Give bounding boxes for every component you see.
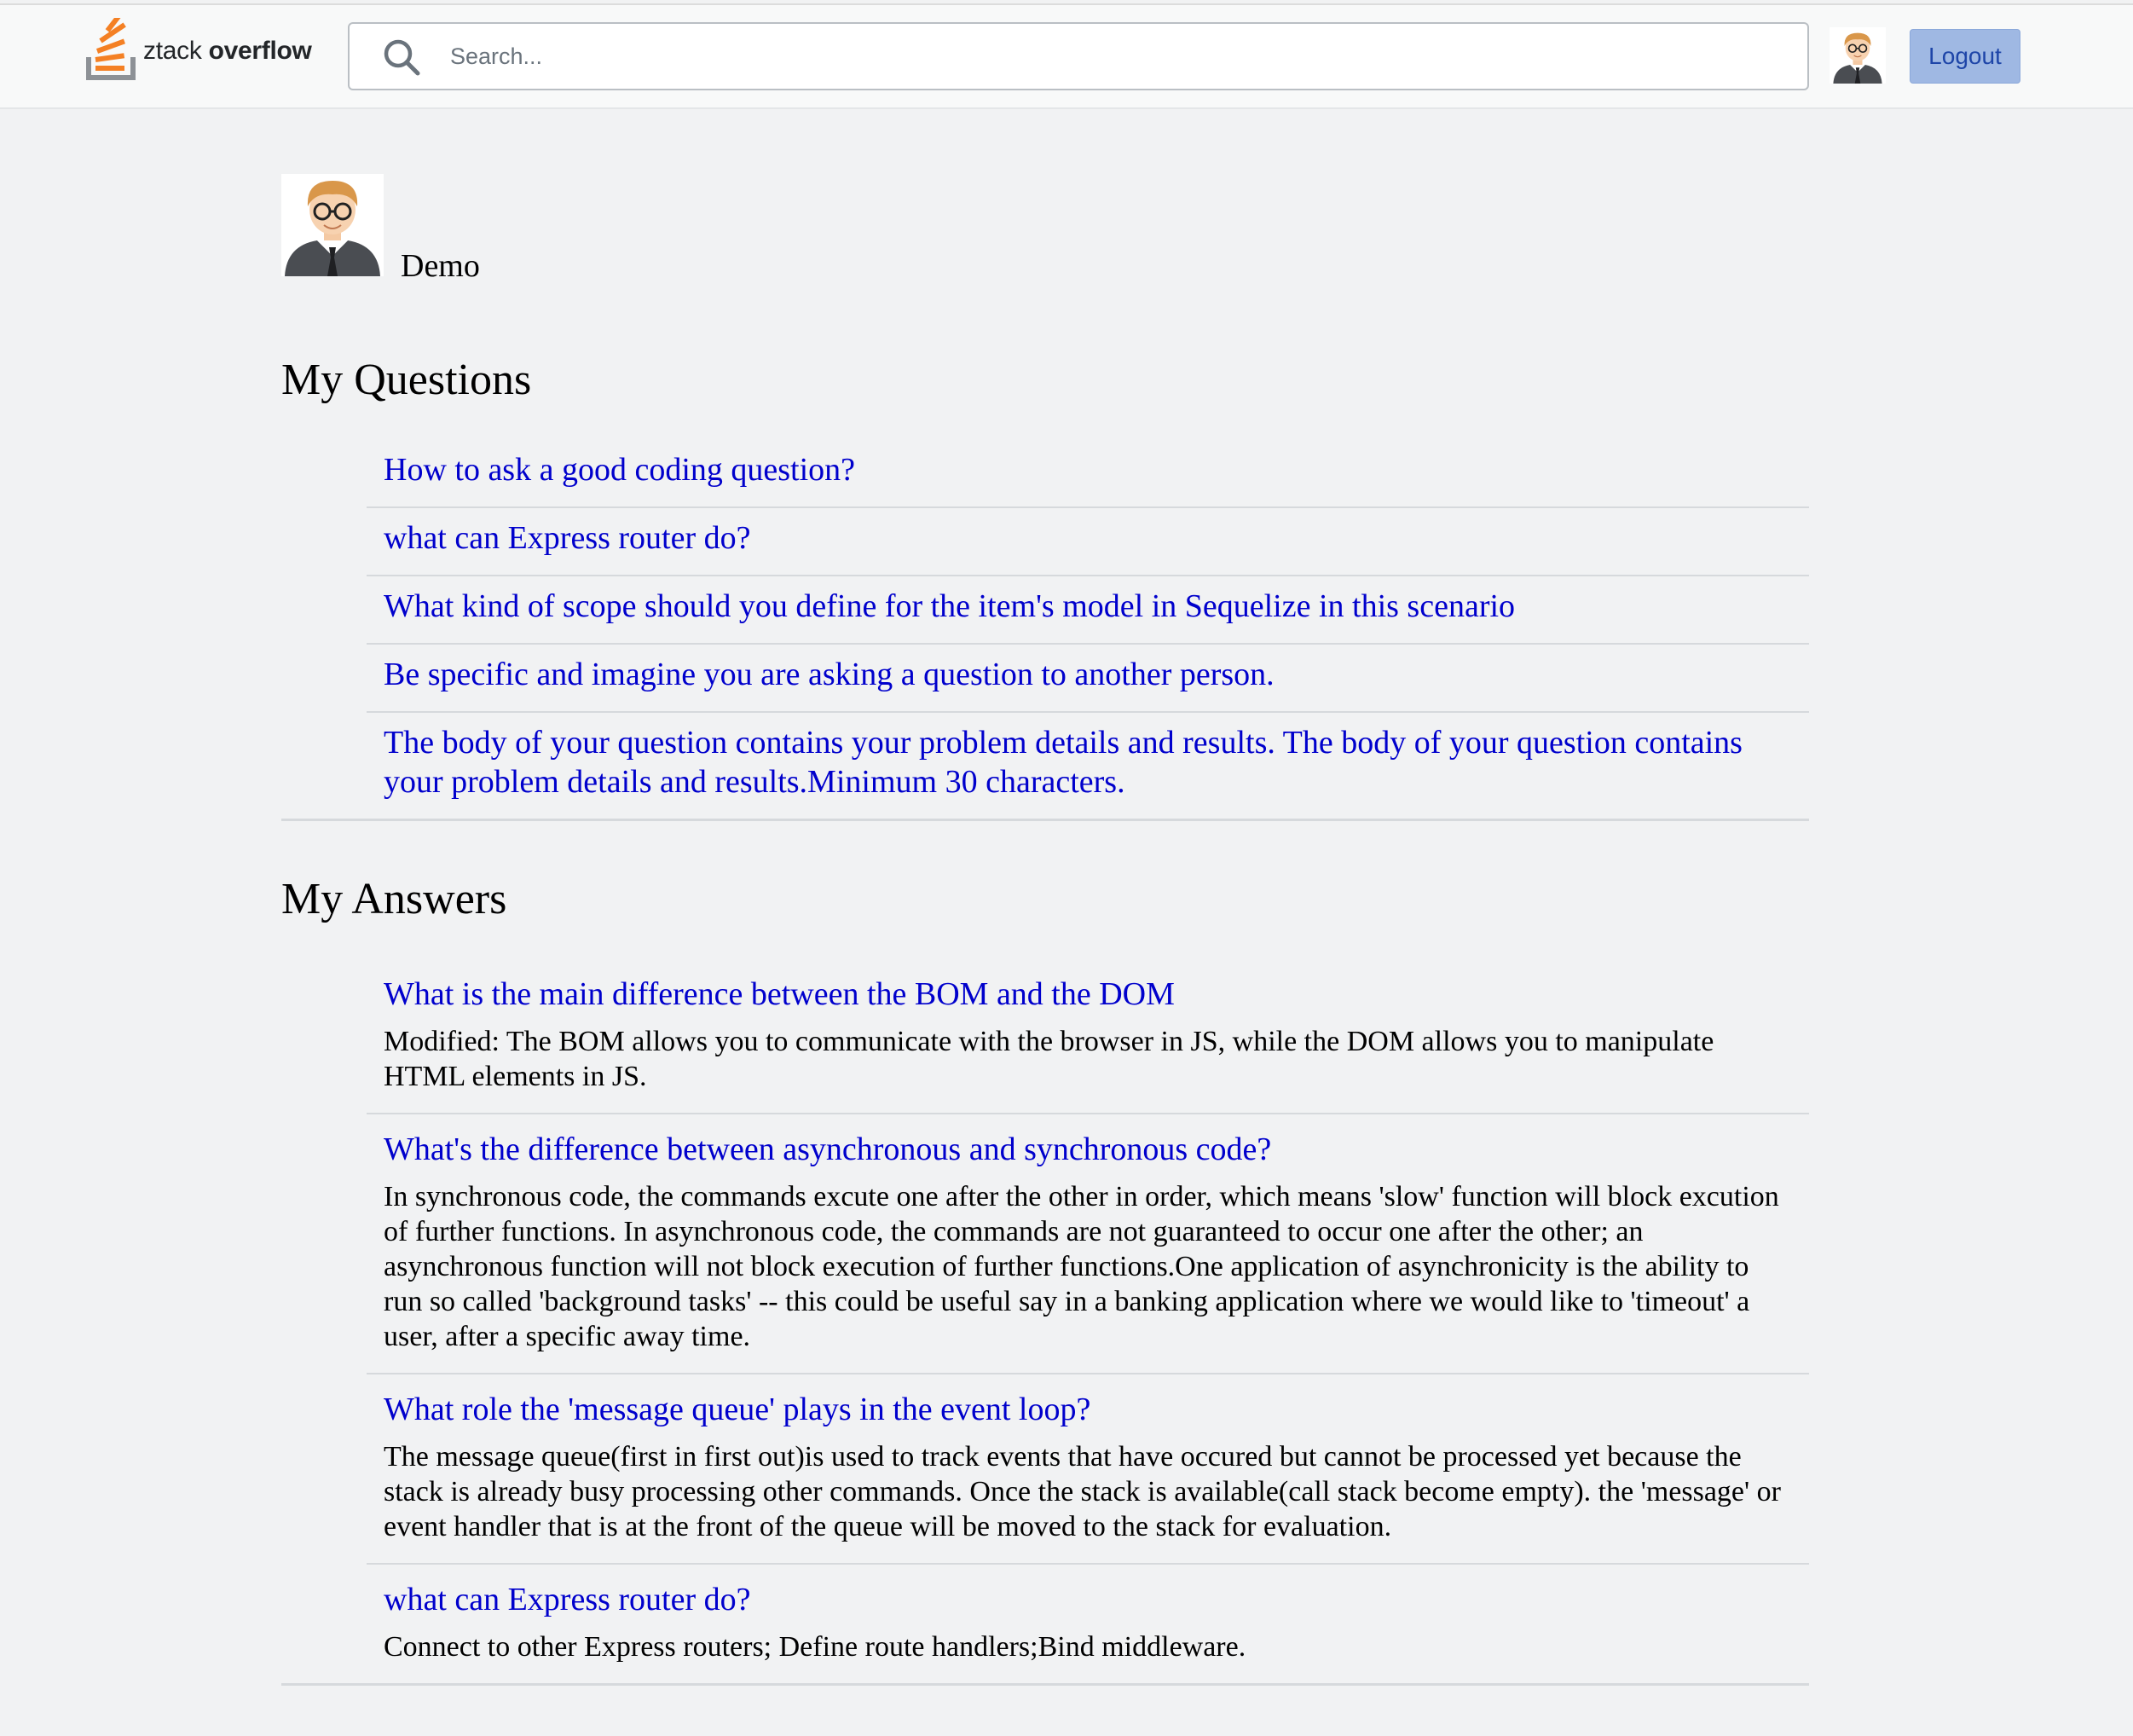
- answer-body: Modified: The BOM allows you to communicate with the browser in JS, while the DOM allows you to manipulate HTML elements in JS.: [384, 1026, 1714, 1092]
- search-box[interactable]: [348, 22, 1809, 90]
- answer-question-link[interactable]: What role the 'message queue' plays in the event loop?: [384, 1392, 1091, 1427]
- question-link[interactable]: How to ask a good coding question?: [384, 452, 856, 488]
- answer-item: [367, 1565, 1809, 1683]
- answer-body: Connect to other Express routers; Define route handlers;Bind middleware.: [384, 1631, 1246, 1663]
- answers-list: [281, 959, 1809, 1686]
- answer-question-link[interactable]: What is the main difference between the BOM and the DOM: [384, 976, 1175, 1012]
- stack-logo-icon: [84, 18, 140, 84]
- navbar: [0, 5, 2133, 109]
- profile-username: Demo: [401, 248, 480, 284]
- answer-body: The message queue(first in first out)is used to track events that have occured but cannot be processed yet because the stack is already busy processing other commands. Once the stack is available(call stack become empty). the 'message' or event handler that is at the front of the queue will be moved to the stack for evaluation.: [384, 1441, 1781, 1542]
- answer-item: [367, 959, 1809, 1114]
- question-item: [367, 508, 1809, 576]
- question-link[interactable]: The body of your question contains your problem details and results. The body of your question contains your problem details and results.Minimum 30 characters.: [384, 725, 1743, 800]
- answer-item: [367, 1114, 1809, 1374]
- question-item: [367, 713, 1809, 819]
- question-link[interactable]: What kind of scope should you define for the item's model in Sequelize in this scenario: [384, 588, 1516, 624]
- user-avatar-icon[interactable]: [1830, 27, 1886, 84]
- answer-question-link[interactable]: what can Express router do?: [384, 1582, 751, 1617]
- my-questions-heading: My Questions: [281, 356, 532, 404]
- my-answers-heading: My Answers: [281, 875, 507, 923]
- answer-body: In synchronous code, the commands excute one after the other in order, which means 'slow' function will block excution of further functions. In asynchronous code, the commands are not guaranteed to occur one after the other; an asynchronous function will not block execution of further functions.One application of asynchronicity is the ability to run so called 'background tasks' -- this could be useful say in a banking application where we would like to 'timeout' a user, after a specific away time.: [384, 1181, 1779, 1352]
- search-input[interactable]: [450, 34, 1780, 78]
- profile-header: [281, 174, 1809, 293]
- question-item: [367, 440, 1809, 508]
- question-link[interactable]: Be specific and imagine you are asking a question to another person.: [384, 657, 1275, 692]
- profile-page: [281, 174, 1809, 1686]
- profile-avatar-icon: [281, 174, 384, 276]
- question-item: [367, 645, 1809, 713]
- answer-question-link[interactable]: What's the difference between asynchronous and synchronous code?: [384, 1131, 1272, 1167]
- logo-link[interactable]: [84, 17, 312, 85]
- answer-item: [367, 1374, 1809, 1565]
- questions-list: [281, 440, 1809, 821]
- logout-button[interactable]: Logout: [1910, 29, 2020, 84]
- logo-text: ztack overflow: [143, 37, 312, 65]
- question-link[interactable]: what can Express router do?: [384, 520, 751, 556]
- search-icon: [382, 38, 421, 77]
- question-item: [367, 576, 1809, 645]
